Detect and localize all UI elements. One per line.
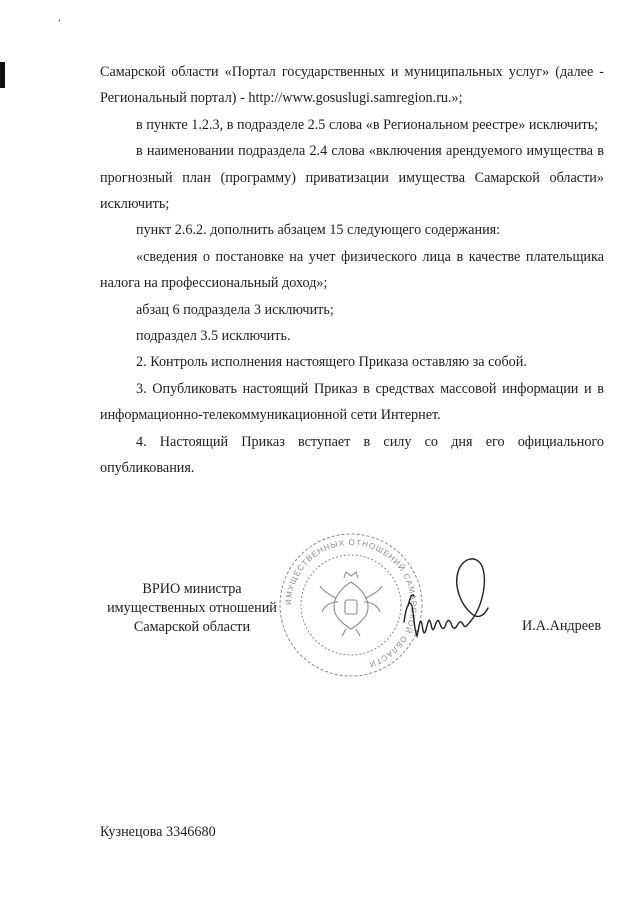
scan-tick-mark: ’: [58, 18, 61, 28]
paragraph-portal: Самарской области «Портал государственных и муниципальных услуг» (далее - Региональный портал) - http://www.gosuslugi.samregion.ru.»;: [100, 64, 604, 107]
handwritten-signature: [400, 548, 515, 660]
paragraph-subsection-2-4: в наименовании подраздела 2.4 слова «включения арендуемого имущества в прогнозный план (программу) приватизации имущества Самарской области» исключить;: [100, 143, 604, 213]
paragraph-point-3: 3. Опубликовать настоящий Приказ в средствах массовой информации и в информационно-телекоммуникационной сети Интернет.: [100, 380, 604, 424]
scan-edge-mark: [0, 62, 5, 88]
signatory-title-line-3: Самарской области: [133, 619, 251, 635]
paragraph-quote-tax: «сведения о постановке на учет физического лица в качестве плательщика налога на профессиональный доход»;: [100, 248, 604, 292]
paragraph-abzac-6: абзац 6 подраздела 3 исключить;: [136, 301, 334, 318]
paragraph-item-1-2-3: в пункте 1.2.3, в подразделе 2.5 слова «в Региональном реестре» исключить;: [136, 116, 599, 133]
signatory-title: [92, 580, 292, 637]
paragraph-item-2-6-2: пункт 2.6.2. дополнить абзацем 15 следующего содержания:: [136, 222, 501, 239]
signatory-name: И.А.Андреев: [522, 618, 602, 634]
paragraph-point-2: 2. Контроль исполнения настоящего Приказа оставляю за собой.: [136, 354, 527, 371]
paragraph-point-4: 4. Настоящий Приказ вступает в силу со дня его официального опубликования.: [100, 433, 604, 477]
signatory-title-line-1: ВРИО министра: [142, 581, 242, 597]
signatory-title-line-2: имущественных отношений: [107, 600, 277, 616]
paragraph-subsection-3-5: подраздел 3.5 исключить.: [136, 328, 291, 345]
coat-of-arms-icon: [320, 572, 382, 636]
svg-text:ИМУЩЕСТВЕННЫХ ОТНОШЕНИЙ САМАРС: [284, 538, 418, 669]
executor-contact: Кузнецова 3346680: [100, 824, 216, 840]
stamp-ring-text: ИМУЩЕСТВЕННЫХ ОТНОШЕНИЙ САМАРСКОЙ ОБЛАСТИ: [283, 537, 419, 670]
document-body: [100, 59, 604, 482]
